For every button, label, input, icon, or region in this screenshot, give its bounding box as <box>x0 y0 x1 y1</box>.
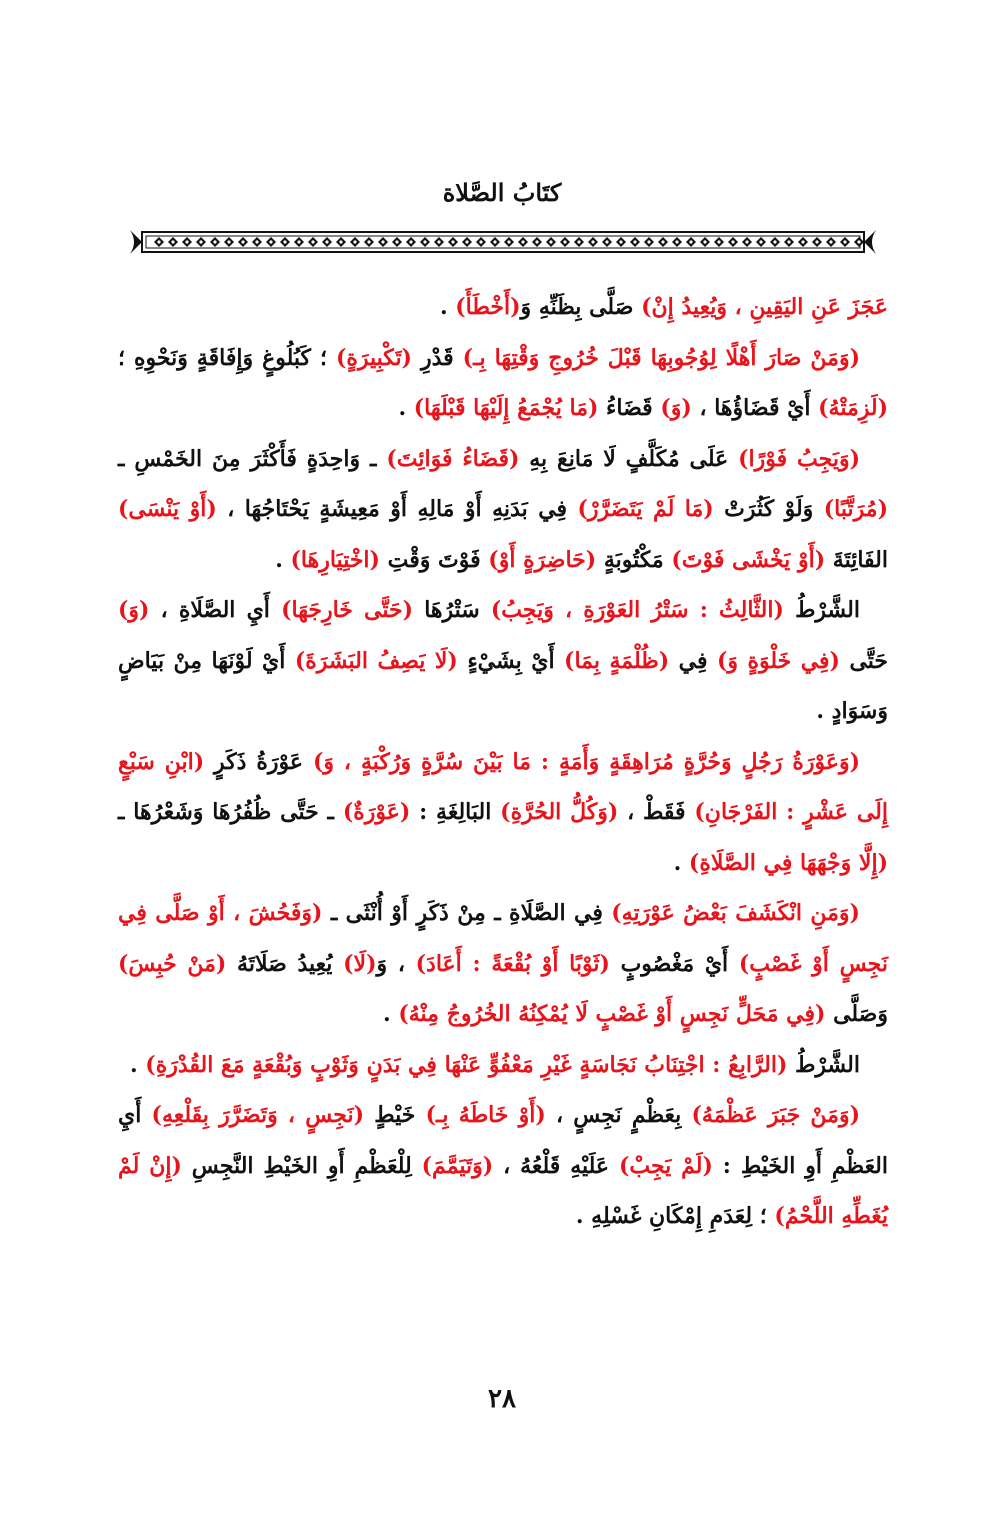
matn-text: (وَ) <box>660 395 692 421</box>
sharh-text: ـ وَاحِدَةٍ فَأَكْثَرَ مِنَ الخَمْسِ ـ <box>118 445 387 472</box>
matn-text: (مَنْ حُبِسَ) <box>118 950 227 977</box>
sharh-text: أَيْ قَضَاؤُهَا ، <box>691 395 819 421</box>
sharh-text: عَلَيْهِ قَلْعُهُ ، <box>493 1152 619 1179</box>
sharh-text: أَيْ بِشَيْءٍ <box>457 647 565 674</box>
matn-text: (إِنْ لَمْ يُغَطِّهِ اللَّحْمُ) <box>118 1152 888 1229</box>
matn-text: (ابْنِ سَبْعٍ إِلَى عَشْرٍ : الفَرْجَانِ) <box>118 748 888 825</box>
sharh-text: فِي الصَّلَاةِ ـ مِنْ ذَكَرٍ أَوْ أُنْثَى ـ <box>322 900 612 926</box>
matn-text: (الثَّالِثُ : سَتْرُ العَوْرَةِ ، وَيَجِبُ) <box>490 597 784 623</box>
matn-text: (وَيَجِبُ فَوْرًا) <box>738 445 860 472</box>
sharh-text: الفَائِتَةَ <box>825 546 888 573</box>
sharh-text: أَيِ الصَّلَاةِ ، <box>149 597 282 623</box>
sharh-text: . <box>383 1001 399 1027</box>
sharh-text: الشَّرْطُ <box>787 1051 860 1078</box>
matn-text: (لَزِمَتْهُ) <box>818 395 888 421</box>
sharh-text: . <box>398 395 414 421</box>
matn-text: (أَخْطَأَ) <box>455 294 521 320</box>
matn-text: (لَا) <box>343 950 377 977</box>
matn-text: (لَا يَصِفُ البَشَرَةَ) <box>294 647 458 674</box>
sharh-text: قَدْرِ <box>411 344 463 371</box>
sharh-text: فِي بَدَنِهِ أَوْ مَالِهِ أَوْ مَعِيشَةٍ يَحْتَاجُهَا ، <box>216 496 578 522</box>
matn-text: (حَتَّى خَارِجَهَا) <box>281 597 414 623</box>
matn-text: (وَمَنِ انْكَشَفَ بَعْضُ عَوْرَتِهِ) <box>611 900 860 926</box>
sharh-text: وَصَلَّى <box>825 1001 888 1027</box>
sharh-text: خَيْطٍ <box>364 1102 426 1128</box>
sharh-text: ؛ لِعَدَمِ إِمْكَانِ غَسْلِهِ . <box>575 1203 775 1229</box>
matn-text: (لَمْ يَجِبْ) <box>618 1152 713 1179</box>
sharh-text: قَضَاءُ <box>598 395 661 421</box>
matn-text: (وَمَنْ جَبَرَ عَظْمَهُ) <box>691 1102 860 1128</box>
matn-text: (الرَّابِعُ : اجْتِنَابُ نَجَاسَةٍ غَيْرِ مَعْفُوٍّ عَنْهَا فِي بَدَنٍ وَثَوْبٍ وَبُقْعَةٍ مَعَ القُدْرَةِ) <box>145 1051 788 1078</box>
matn-text: (وَعَوْرَةُ رَجُلٍ وَحُرَّةٍ مُرَاهِقَةٍ وَأَمَةٍ : مَا بَيْنَ سُرَّةٍ وَرُكْبَةٍ ، وَ) <box>312 748 860 775</box>
sharh-text: ، وَ <box>376 950 416 977</box>
sharh-text: وَلَوْ كَثُرَتْ <box>713 496 824 522</box>
matn-text: (نَجِسٍ ، وَتَضَرَّرَ بِقَلْعِهِ) <box>151 1102 365 1128</box>
paragraph <box>118 1090 888 1242</box>
sharh-text: حَتَّى <box>839 647 889 674</box>
matn-text: (فِي خَلْوَةٍ وَ) <box>716 647 840 674</box>
matn-text: (حَاضِرَةٍ أَوْ) <box>488 546 597 573</box>
matn-text: (مُرَتَّبًا) <box>823 496 888 522</box>
sharh-text: ـ حَتَّى ظُفُرُهَا وَشَعْرُهَا ـ <box>118 799 343 825</box>
matn-text: (مَا يُجْمَعُ إِلَيْهَا قَبْلَهَا) <box>413 395 599 421</box>
sharh-text: البَالِغَةِ : <box>410 799 501 825</box>
matn-text: (أَوْ خَاطَهُ بِـ) <box>425 1102 546 1128</box>
matn-text: (وَكُلُّ الحُرَّةِ) <box>500 799 619 825</box>
matn-text: (أَوْ يَخْشَى فَوْتَ) <box>671 546 826 573</box>
paragraph <box>118 282 888 333</box>
sharh-text: لِلْعَظْمِ أَوِ الخَيْطِ النَّجِسِ <box>181 1152 422 1179</box>
sharh-text: . <box>275 546 291 573</box>
matn-text: (ظُلْمَةٍ بِمَا) <box>564 647 670 674</box>
sharh-text: مَكْتُوبَةٍ <box>596 546 672 573</box>
matn-text: عَجَزَ عَنِ اليَقِينِ ، وَيُعِيدُ إِنْ) <box>641 294 888 320</box>
matn-text: (وَمَنْ صَارَ أَهْلًا لِوُجُوبِهَا قَبْلَ خُرُوجِ وَقْتِهَا بِـ) <box>462 344 860 371</box>
paragraph <box>118 888 888 1040</box>
sharh-text: أَيْ لَوْنَهَا مِنْ بَيَاضٍ وَسَوَادٍ . <box>118 647 888 724</box>
sharh-text: . <box>439 294 456 320</box>
matn-text: (وَفَحُشَ ، أَوْ صَلَّى فِي نَجِسٍ أَوْ غَصْبٍ) <box>118 900 888 977</box>
matn-text: (مَا لَمْ يَتَضَرَّرْ) <box>577 496 714 522</box>
paragraph <box>118 585 888 737</box>
paragraph <box>118 434 888 586</box>
sharh-text: ؛ كَبُلُوغٍ وَإِفَاقَةٍ وَنَحْوِهِ ؛ <box>118 344 336 371</box>
matn-text: (تَكْبِيرَةٍ) <box>335 344 412 371</box>
page-number: ٢٨ <box>488 1384 516 1414</box>
matn-text: (أَوْ يَنْسَى) <box>118 496 217 522</box>
paragraph <box>118 1040 888 1091</box>
main-text <box>118 282 888 1242</box>
matn-text: (وَ) <box>118 597 150 623</box>
sharh-text: فَقَطْ ، <box>618 799 695 825</box>
matn-text: (اخْتِيَارِهَا) <box>290 546 380 573</box>
sharh-text: سَتْرُهَا <box>413 597 491 623</box>
sharh-text: الشَّرْطُ <box>783 597 860 623</box>
matn-text: (فِي مَحَلٍّ نَجِسٍ أَوْ غَصْبٍ لَا يُمْكِنُهُ الخُرُوجُ مِنْهُ) <box>398 1001 826 1027</box>
matn-text: (وَتَيَمَّمَ) <box>421 1152 494 1179</box>
sharh-text: عَلَى مُكَلَّفٍ لَا مَانِعَ بِهِ <box>519 445 739 472</box>
sharh-text: فِي <box>669 647 717 674</box>
sharh-text: عَوْرَةُ ذَكَرٍ <box>204 748 313 775</box>
sharh-text: فَوْتَ وَقْتِ <box>379 546 489 573</box>
chapter-title: كتَابُ الصَّلاة <box>442 178 562 207</box>
sharh-text: . <box>129 1051 146 1078</box>
sharh-text: صَلَّى بِظَنِّهِ وَ <box>520 294 642 320</box>
matn-text: (إِلَّا وَجْهَهَا فِي الصَّلَاةِ) <box>688 849 888 876</box>
matn-text: (ثَوْبًا أَوْ بُقْعَةً : أَعَادَ) <box>415 950 610 977</box>
sharh-text: . <box>673 849 689 876</box>
sharh-text: أَيْ مَغْصُوبٍ <box>609 950 739 977</box>
matn-text: (قَضَاءُ فَوَائِتَ) <box>386 445 520 472</box>
paragraph <box>118 333 888 434</box>
paragraph <box>118 737 888 889</box>
matn-text: (عَوْرَةٌ) <box>342 799 411 825</box>
sharh-text: يُعِيدُ صَلَاتَهُ <box>226 950 344 977</box>
sharh-text: بِعَظْمٍ نَجِسٍ ، <box>545 1102 692 1128</box>
sharh-text: أَيِ العَظْمِ أَوِ الخَيْطِ : <box>118 1102 888 1179</box>
ornament-divider-icon <box>128 224 878 260</box>
